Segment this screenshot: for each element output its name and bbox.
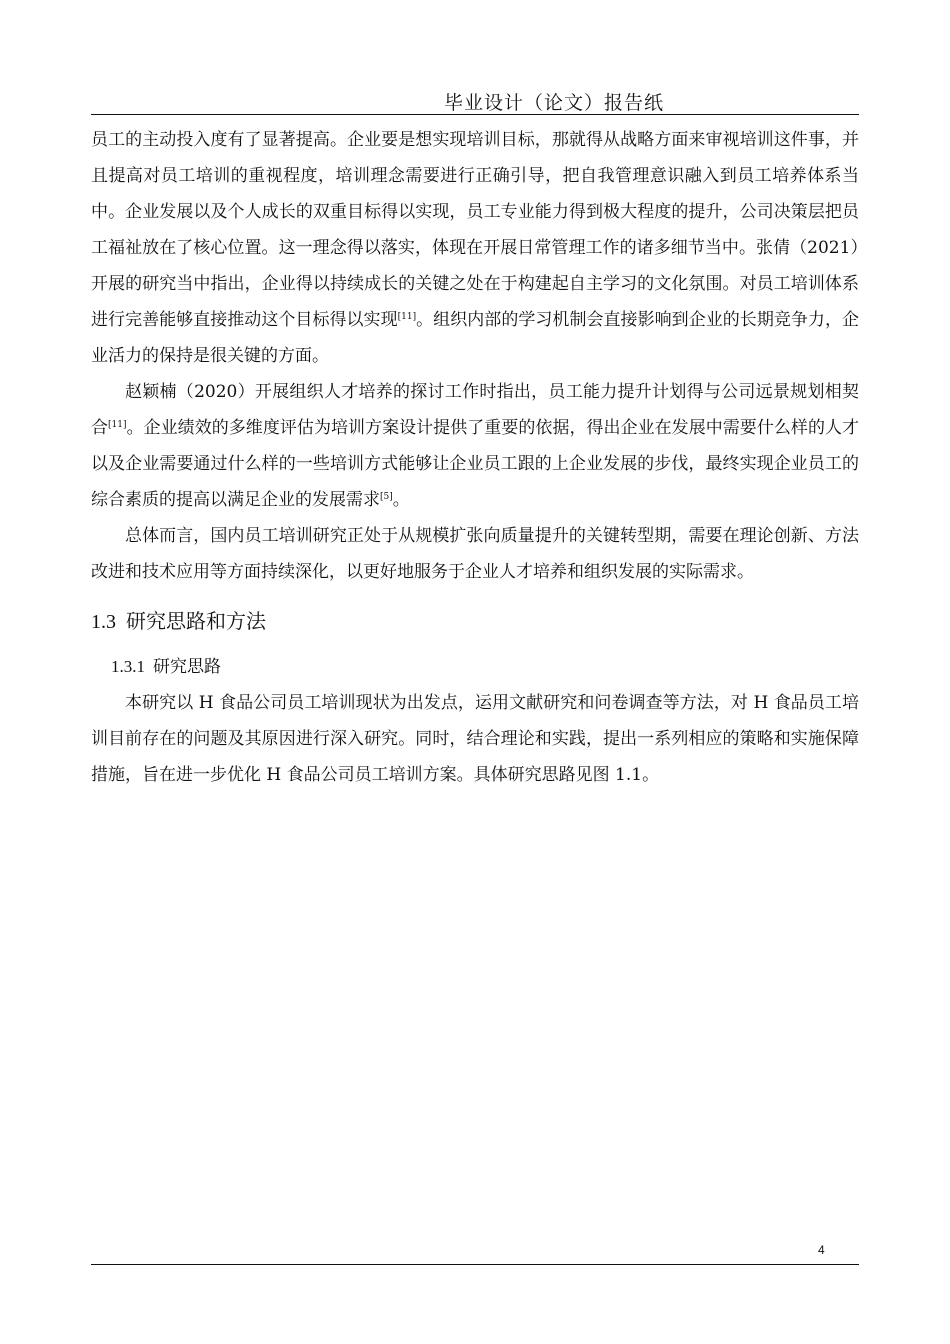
subsection-number: 1.3.1	[111, 657, 145, 676]
section-heading	[91, 602, 859, 641]
paragraph-research-approach: 本研究以 H 食品公司员工培训现状为出发点，运用文献研究和问卷调查等方法，对 H 食品员工培训目前存在的问题及其原因进行深入研究。同时，结合理论和实践，提出一系列相应的策略和实施保障措施，旨在进一步优化 H 食品公司员工培训方案。具体研究思路见图 1.1。	[91, 693, 859, 785]
paragraph-zhao	[91, 374, 859, 518]
paragraph-text: 。组织内部的学习机制会直接影响到企业的长期竞争力，企业活力的保持是很关键的方面。	[91, 310, 860, 366]
paragraph-text: 赵颖楠（2020）开展组织人才培养的探讨工作时指出，员工能力提升计划得与公司远景规划相契合	[91, 382, 859, 438]
paragraph-text: 。企业绩效的多维度评估为培训方案设计提供了重要的依据，得出企业在发展中需要什么样的人才以及企业需要通过什么样的一些培训方式能够让企业员工跟的上企业发展的步伐，最终实现企业员工的综合素质的提高以满足企业的发展需求	[91, 418, 860, 510]
document-body	[91, 122, 859, 793]
subsection-title: 研究思路	[153, 657, 221, 677]
paragraph-text: 。	[392, 490, 410, 510]
citation-ref: [11]	[397, 312, 417, 322]
paragraph-continued	[91, 122, 859, 374]
section-number: 1.3	[91, 611, 116, 633]
paragraph-text: 员工的主动投入度有了显著提高。企业要是想实现培训目标，那就得从战略方面来审视培训这件事，并且提高对员工培训的重视程度，培训理念需要进行正确引导，把自我管理意识融入到员工培养体系当中。企业发展以及个人成长的双重目标得以实现，员工专业能力得到极大程度的提升，公司决策层把员工福祉放在了核心位置。这一理念得以落实，体现在开展日常管理工作的诸多细节当中。张倩（2021）开展的研究当中指出，企业得以持续成长的关键之处在于构建起自主学习的文化氛围。对员工培训体系进行完善能够直接推动这个目标得以实现	[91, 130, 859, 330]
footer-rule	[91, 1264, 859, 1265]
section-title: 研究思路和方法	[126, 609, 266, 633]
header-rule	[91, 114, 859, 115]
subsection-heading	[111, 649, 859, 685]
page-number: 4	[818, 1243, 825, 1257]
citation-ref: [5]	[380, 492, 393, 502]
citation-ref: [11]	[108, 420, 127, 430]
page-header-title: 毕业设计（论文）报告纸	[444, 92, 665, 114]
paragraph-summary: 总体而言，国内员工培训研究正处于从规模扩张向质量提升的关键转型期，需要在理论创新、方法改进和技术应用等方面持续深化，以更好地服务于企业人才培养和组织发展的实际需求。	[91, 526, 859, 582]
